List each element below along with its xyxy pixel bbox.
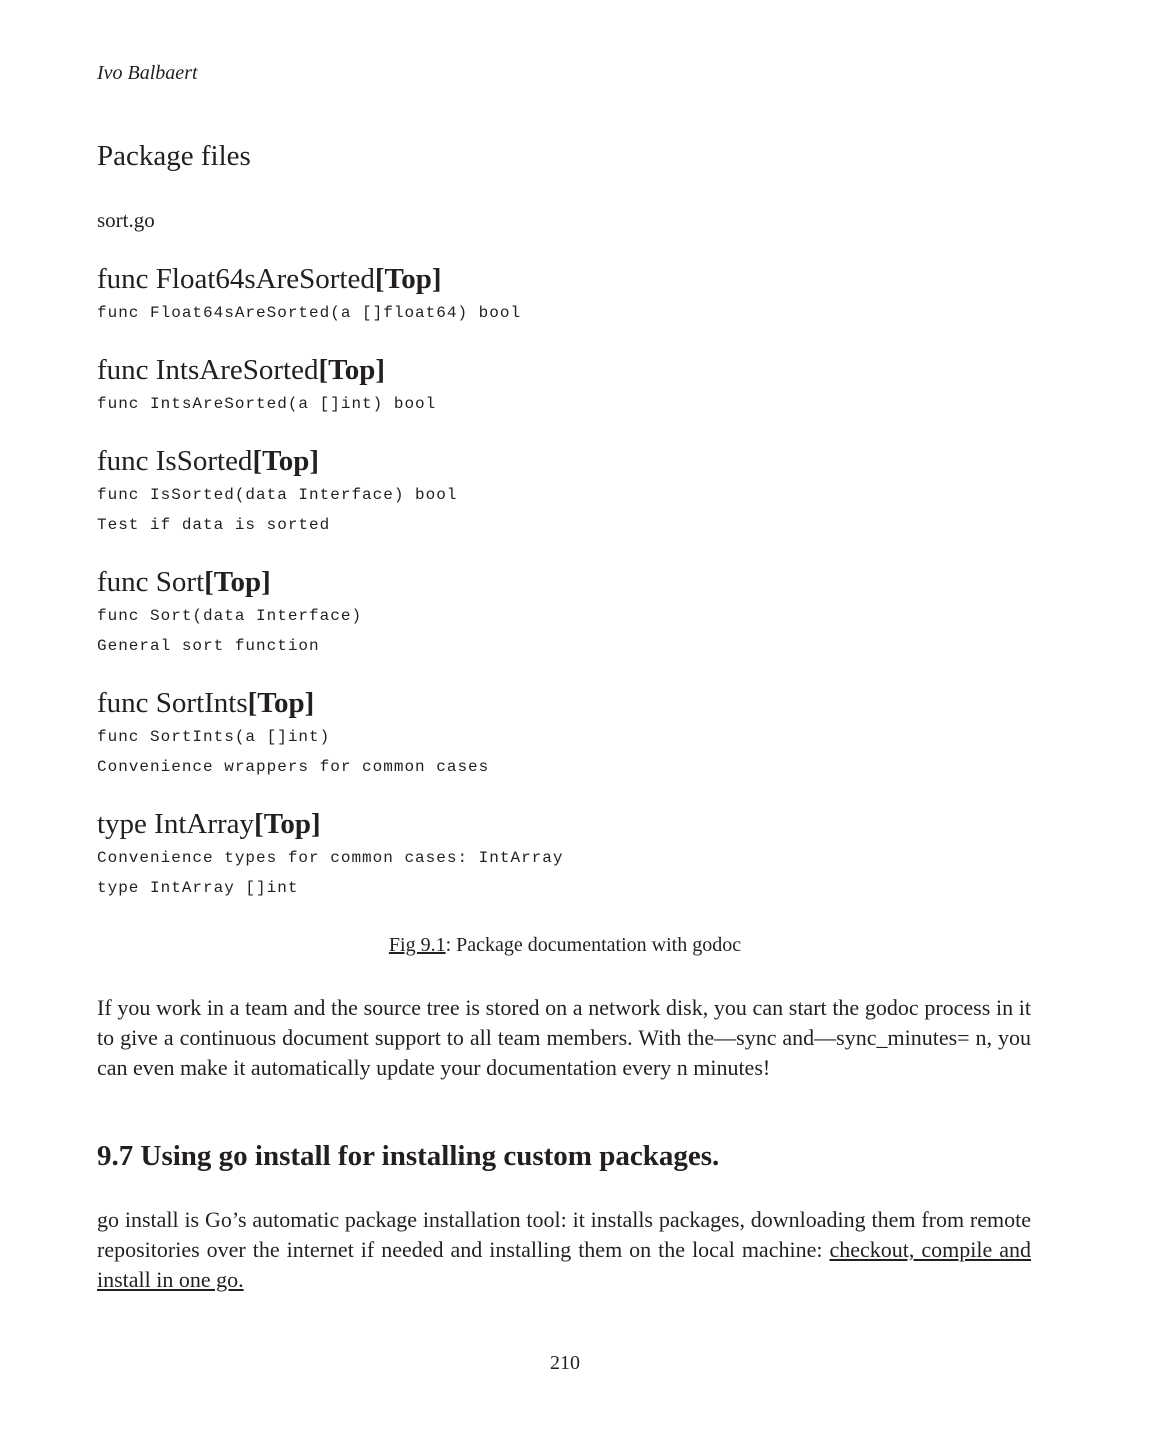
entry-code-line: type IntArray []int	[97, 879, 299, 897]
entry-heading	[97, 262, 442, 296]
checkout-link[interactable]: checkout, compile and install in one go.	[97, 1237, 1031, 1292]
entry-code-line: Test if data is sorted	[97, 516, 331, 534]
entry-title: type IntArray	[97, 808, 255, 840]
figure-caption	[0, 934, 1130, 957]
paragraph-go-install	[97, 1205, 1031, 1295]
entry-code-line: Convenience wrappers for common cases	[97, 758, 490, 776]
top-link[interactable]: [Top]	[247, 687, 315, 719]
file-name: sort.go	[97, 208, 155, 232]
entry-code-line: func IntsAreSorted(a []int) bool	[97, 395, 437, 413]
top-link[interactable]: [Top]	[252, 445, 320, 477]
paragraph-text: go install is Go’s automatic package installation tool: it installs packages, downloading them from remote repositories over the internet if needed and installing them on the local machine:	[97, 1207, 1031, 1262]
entry-heading	[97, 444, 319, 478]
entry-heading	[97, 807, 321, 841]
top-link[interactable]: [Top]	[374, 263, 442, 295]
entry-title: func SortInts	[97, 687, 248, 719]
top-link[interactable]: [Top]	[254, 808, 321, 840]
entry-heading	[97, 353, 385, 387]
entry-heading	[97, 565, 271, 599]
entry-heading	[97, 686, 314, 720]
entry-code-line: func Float64sAreSorted(a []float64) bool	[97, 304, 522, 322]
top-link[interactable]: [Top]	[318, 354, 386, 386]
entry-title: func Sort	[97, 566, 205, 598]
entry-code-line: func IsSorted(data Interface) bool	[97, 486, 458, 504]
entry-code-line: func Sort(data Interface)	[97, 607, 363, 625]
entry-code-line: Convenience types for common cases: IntArray	[97, 849, 564, 867]
entry-title: func IntsAreSorted	[97, 354, 319, 386]
entry-code-line: General sort function	[97, 637, 320, 655]
entry-code-line: func SortInts(a []int)	[97, 728, 331, 746]
caption-text: : Package documentation with godoc	[445, 934, 742, 956]
entry-title: func IsSorted	[97, 445, 253, 477]
section-heading: 9.7 Using go install for installing custom packages.	[97, 1140, 720, 1172]
entry-title: func Float64sAreSorted	[97, 263, 375, 295]
package-files-heading: Package files	[97, 140, 251, 172]
paragraph-godoc-team: If you work in a team and the source tree is stored on a network disk, you can start the godoc process in it to give a continuous document support to all team members. With the—sync and—sync_minutes= n, you can even make it automatically update your documentation every n minutes!	[97, 995, 1031, 1080]
running-header-author: Ivo Balbaert	[97, 62, 198, 84]
page-number: 210	[550, 1352, 580, 1374]
top-link[interactable]: [Top]	[204, 566, 271, 598]
figure-link[interactable]: Fig 9.1	[388, 934, 446, 956]
